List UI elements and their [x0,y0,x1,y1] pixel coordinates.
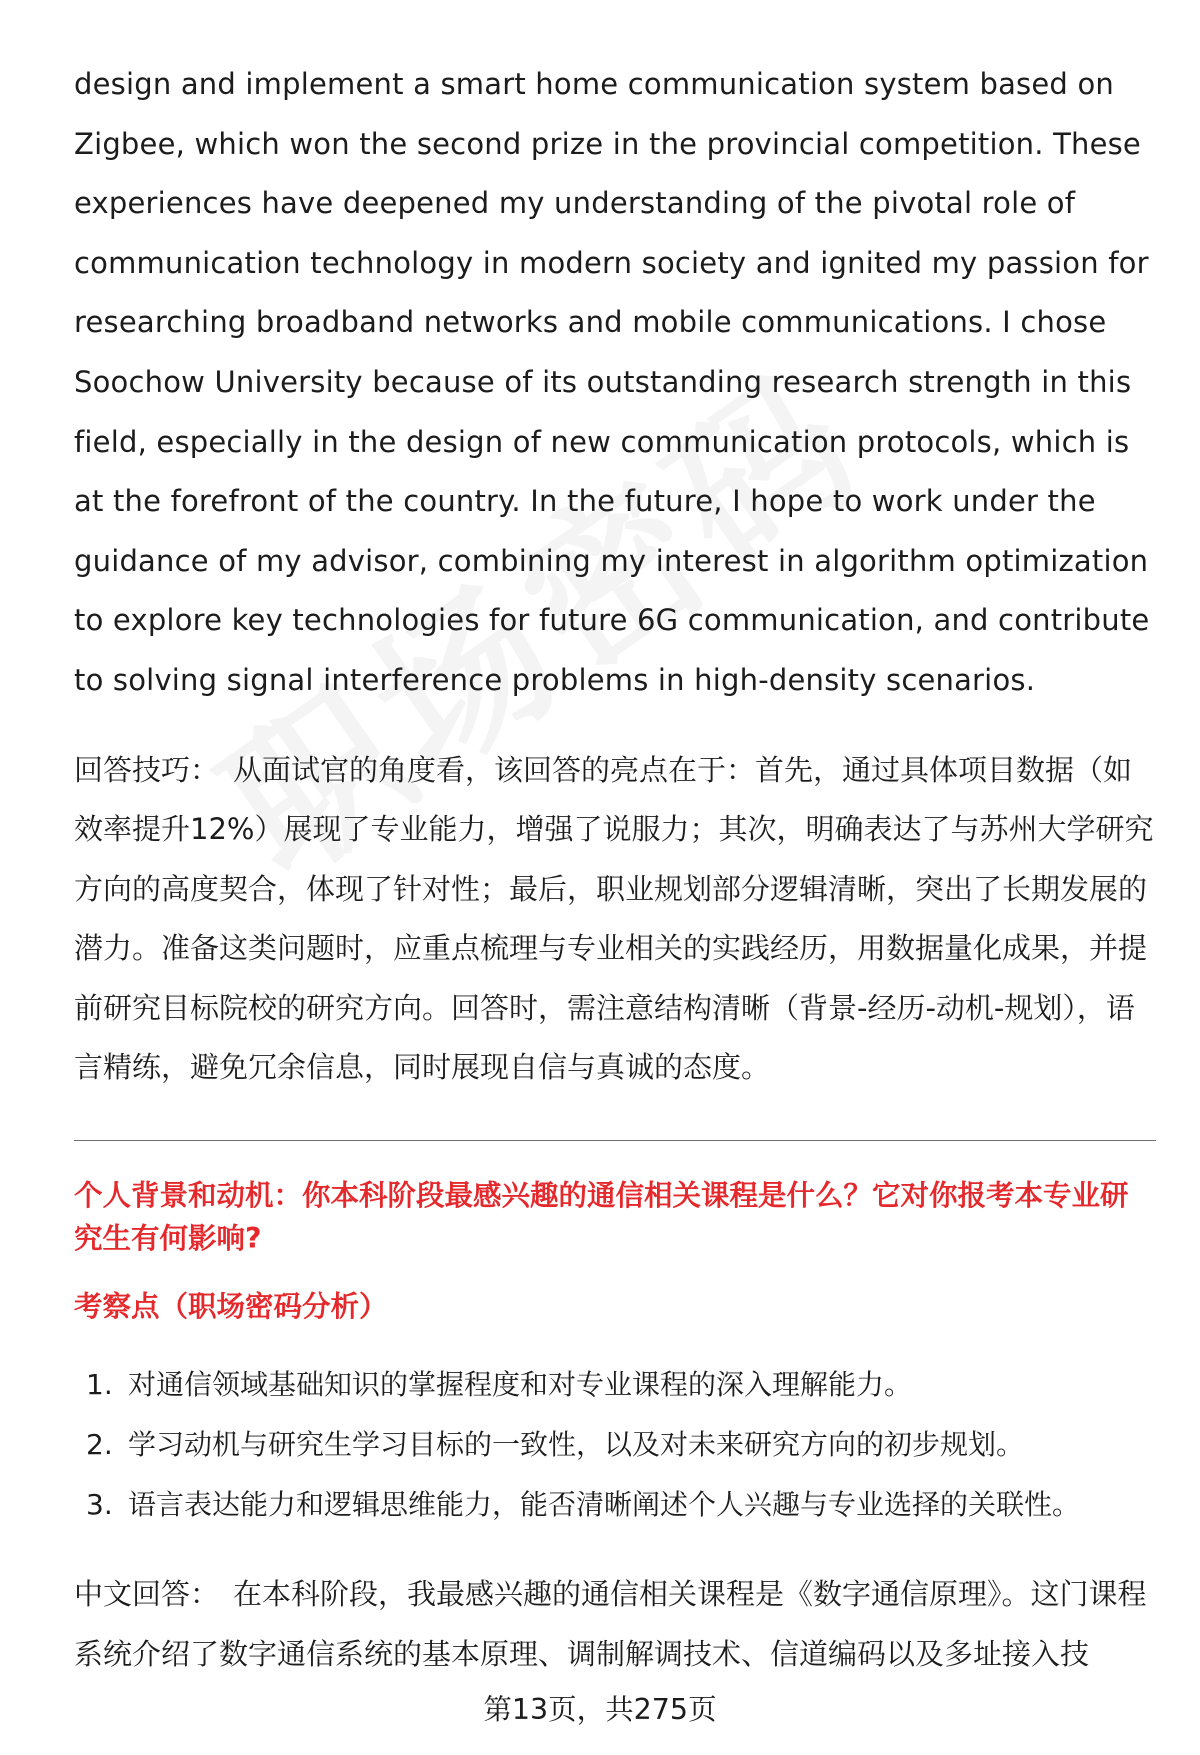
answer-tips-label: 回答技巧： [74,752,220,787]
chinese-answer-label: 中文回答： [74,1576,220,1611]
list-item-text: 语言表达能力和逻辑思维能力，能否清晰阐述个人兴趣与专业选择的关联性。 [128,1487,1081,1521]
page-number-footer: 第13页，共275页 [0,1690,1200,1730]
chinese-answer-text: 在本科阶段，我最感兴趣的通信相关课程是《数字通信原理》。这门课程系统介绍了数字通信系统的基本原理、调制解调技术、信道编码以及多址接入技 [74,1576,1147,1671]
list-item-text: 对通信领域基础知识的掌握程度和对专业课程的深入理解能力。 [128,1367,913,1401]
list-item-number: 2. [86,1427,113,1461]
answer-tips-paragraph [74,741,1156,1098]
answer-tips-text: 从面试官的角度看，该回答的亮点在于：首先，通过具体项目数据（如效率提升12%）展现了专业能力，增强了说服力；其次，明确表达了与苏州大学研究方向的高度契合，体现了针对性；最后，职业规划部分逻辑清晰，突出了长期发展的潜力。准备这类问题时，应重点梳理与专业相关的实践经历，用数据量化成果，并提前研究目标院校的研究方向。回答时，需注意结构清晰（背景-经历-动机-规划），语言精练，避免冗余信息，同时展现自信与真诚的态度。 [74,752,1154,1085]
list-item-number: 1. [86,1367,113,1401]
chinese-answer-paragraph [74,1564,1156,1684]
question-heading: 个人背景和动机：你本科阶段最感兴趣的通信相关课程是什么？它对你报考本专业研究生有何影响? [74,1178,1129,1255]
list-item [74,1355,1156,1415]
list-item [74,1415,1156,1475]
list-item [74,1475,1156,1535]
english-answer-paragraph: design and implement a smart home communication system based on Zigbee, which won the second prize in the provincial competition. These experiences have deepened my understanding of the pivotal role of communication technology in modern society and ignited my passion for researching broadband networks and mobile communications. I chose Soochow University because of its outstanding research strength in this field, especially in the design of new communication protocols, which is at the forefront of the country. In the future, I hope to work under the guidance of my advisor, combining my interest in algorithm optimization to explore key technologies for future 6G communication, and contribute to solving signal interference problems in high-density scenarios. [74,67,1150,697]
list-item-text: 学习动机与研究生学习目标的一致性，以及对未来研究方向的初步规划。 [128,1427,1025,1461]
list-item-number: 3. [86,1487,113,1521]
assessment-heading: 考察点（职场密码分析） [74,1289,388,1323]
assessment-points-list [74,1355,1156,1535]
document-page [74,55,1156,1684]
section-divider [74,1140,1156,1141]
